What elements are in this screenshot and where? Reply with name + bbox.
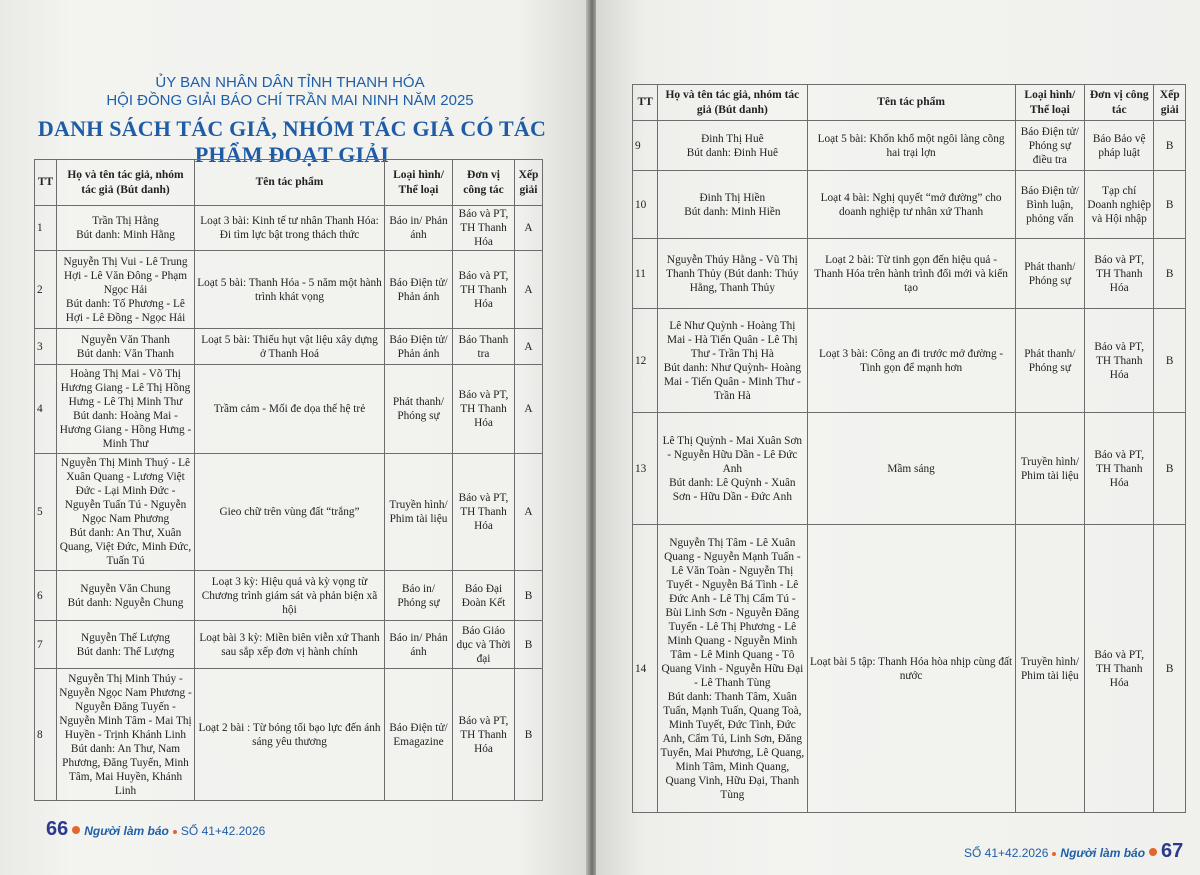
right-page xyxy=(596,0,1200,875)
left-page xyxy=(0,0,588,875)
table-row xyxy=(633,413,1186,525)
cell-unit: Báo Thanh tra xyxy=(453,329,515,365)
cell-work: Mầm sáng xyxy=(807,413,1015,525)
page-title: DANH SÁCH TÁC GIẢ, NHÓM TÁC GIẢ CÓ TÁC PHẨM ĐOẠT GIẢI xyxy=(37,116,547,167)
cell-tt: 7 xyxy=(35,621,57,669)
cell-unit: Báo và PT, TH Thanh Hóa xyxy=(1085,239,1154,309)
cell-work: Loạt 3 bài: Kinh tế tư nhân Thanh Hóa: Đi tìm lực bật trong thách thức xyxy=(195,206,385,251)
cell-rank: A xyxy=(515,251,543,329)
cell-unit: Báo và PT, TH Thanh Hóa xyxy=(453,206,515,251)
table-row xyxy=(35,621,543,669)
cell-unit: Báo Giáo dục và Thời đại xyxy=(453,621,515,669)
col-header-work: Tên tác phẩm xyxy=(195,160,385,206)
col-header-genre: Loại hình/ Thể loại xyxy=(1015,85,1084,121)
table-row xyxy=(633,525,1186,813)
cell-tt: 3 xyxy=(35,329,57,365)
cell-author: Nguyễn Văn Thanh Bút danh: Văn Thanh xyxy=(57,329,195,365)
col-header-genre: Loại hình/ Thể loại xyxy=(385,160,453,206)
col-header-rank: Xếp giải xyxy=(1154,85,1186,121)
cell-tt: 2 xyxy=(35,251,57,329)
awards-table-right xyxy=(632,84,1186,813)
col-header-tt: TT xyxy=(633,85,658,121)
left-footer xyxy=(46,818,265,841)
cell-genre: Báo in/ Phóng sự xyxy=(385,571,453,621)
cell-genre: Báo Điện tử/ Bình luận, phỏng vấn xyxy=(1015,171,1084,239)
cell-tt: 5 xyxy=(35,454,57,571)
cell-unit: Tạp chí Doanh nghiệp và Hội nhập xyxy=(1085,171,1154,239)
col-header-work: Tên tác phẩm xyxy=(807,85,1015,121)
cell-tt: 14 xyxy=(633,525,658,813)
cell-rank: B xyxy=(1154,239,1186,309)
cell-work: Loạt 3 kỳ: Hiệu quả và kỳ vọng từ Chương trình giám sát và phản biện xã hội xyxy=(195,571,385,621)
table-row xyxy=(35,251,543,329)
cell-author: Nguyễn Thị Minh Thúy - Nguyễn Ngọc Nam Phương - Nguyễn Đăng Tuyến - Nguyễn Minh Tâm - Mai Thị Huyền - Trịnh Khánh Linh Bút danh: An Thư, Nam Phương, Đăng Tuyến, Minh Tâm, Mai Huyền, Khánh Linh xyxy=(57,669,195,801)
col-header-author: Họ và tên tác giả, nhóm tác giả (Bút danh) xyxy=(57,160,195,206)
cell-author: Nguyễn Thúy Hằng - Vũ Thị Thanh Thủy (Bút danh: Thúy Hằng, Thanh Thủy xyxy=(658,239,807,309)
cell-work: Loạt bài 3 kỳ: Miền biên viễn xứ Thanh sau sắp xếp đơn vị hành chính xyxy=(195,621,385,669)
cell-work: Loạt 2 bài: Từ tinh gọn đến hiệu quả - Thanh Hóa trên hành trình đổi mới và kiến tạo xyxy=(807,239,1015,309)
table-row xyxy=(35,669,543,801)
table-row xyxy=(633,239,1186,309)
col-header-rank: Xếp giải xyxy=(515,160,543,206)
bullet-dot-icon xyxy=(1149,848,1157,856)
table-row xyxy=(633,121,1186,171)
col-header-tt: TT xyxy=(35,160,57,206)
cell-genre: Truyền hình/ Phim tài liệu xyxy=(385,454,453,571)
col-header-author: Họ và tên tác giả, nhóm tác giả (Bút danh) xyxy=(658,85,807,121)
bullet-dot-icon xyxy=(72,826,80,834)
page-number-left: 66 xyxy=(46,818,69,840)
cell-author: Nguyễn Thị Vui - Lê Trung Hợi - Lê Văn Đông - Phạm Ngọc Hải Bút danh: Tố Phương - Lê Hợi - Lê Đồng - Ngọc Hải xyxy=(57,251,195,329)
cell-tt: 6 xyxy=(35,571,57,621)
cell-rank: A xyxy=(515,454,543,571)
header-committee: ỦY BAN NHÂN DÂN TỈNH THANH HÓA xyxy=(155,74,425,91)
cell-tt: 8 xyxy=(35,669,57,801)
cell-author: Trần Thị Hằng Bút danh: Minh Hằng xyxy=(57,206,195,251)
cell-tt: 13 xyxy=(633,413,658,525)
cell-work: Loạt 5 bài: Thiếu hụt vật liệu xây dựng ở Thanh Hoá xyxy=(195,329,385,365)
cell-tt: 10 xyxy=(633,171,658,239)
table-row xyxy=(35,329,543,365)
cell-unit: Báo và PT, TH Thanh Hóa xyxy=(1085,309,1154,413)
cell-unit: Báo và PT, TH Thanh Hóa xyxy=(453,454,515,571)
footer-issue-left: SỐ 41+42.2026 xyxy=(180,824,266,838)
cell-rank: B xyxy=(1154,413,1186,525)
cell-author: Lê Thị Quỳnh - Mai Xuân Sơn - Nguyễn Hữu Dần - Lê Đức Anh Bút danh: Lê Quỳnh - Xuân Sơn - Hữu Dần - Đức Anh xyxy=(658,413,807,525)
cell-rank: B xyxy=(515,621,543,669)
cell-work: Loạt 5 bài: Thanh Hóa - 5 năm một hành trình khát vọng xyxy=(195,251,385,329)
cell-work: Loạt 2 bài : Từ bóng tối bạo lực đến ánh sáng yêu thương xyxy=(195,669,385,801)
cell-tt: 9 xyxy=(633,121,658,171)
cell-work: Loạt 3 bài: Công an đi trước mở đường - Tinh gọn để mạnh hơn xyxy=(807,309,1015,413)
cell-genre: Báo in/ Phản ánh xyxy=(385,206,453,251)
table-row xyxy=(35,454,543,571)
cell-rank: A xyxy=(515,206,543,251)
cell-author: Lê Như Quỳnh - Hoàng Thị Mai - Hà Tiến Quân - Lê Thị Thư - Trần Thị Hà Bút danh: Như Quỳnh- Hoàng Mai - Tiến Quân - Minh Thư - Trần Hà xyxy=(658,309,807,413)
cell-rank: A xyxy=(515,365,543,454)
col-header-unit: Đơn vị công tác xyxy=(1085,85,1154,121)
awards-table-left xyxy=(34,159,543,801)
cell-genre: Truyền hình/ Phim tài liệu xyxy=(1015,525,1084,813)
cell-rank: A xyxy=(515,329,543,365)
cell-genre: Phát thanh/ Phóng sự xyxy=(1015,239,1084,309)
cell-author: Nguyễn Văn Chung Bút danh: Nguyễn Chung xyxy=(57,571,195,621)
cell-author: Đinh Thị Huê Bút danh: Đinh Huê xyxy=(658,121,807,171)
footer-brand-right: Người làm báo xyxy=(1060,846,1146,860)
cell-unit: Báo và PT, TH Thanh Hóa xyxy=(453,669,515,801)
cell-genre: Phát thanh/ Phóng sự xyxy=(1015,309,1084,413)
table-row xyxy=(633,171,1186,239)
cell-unit: Báo Bảo vệ pháp luật xyxy=(1085,121,1154,171)
cell-tt: 1 xyxy=(35,206,57,251)
cell-genre: Phát thanh/ Phóng sự xyxy=(385,365,453,454)
cell-unit: Báo và PT, TH Thanh Hóa xyxy=(1085,413,1154,525)
col-header-unit: Đơn vị công tác xyxy=(453,160,515,206)
cell-author: Nguyễn Thế Lượng Bút danh: Thế Lượng xyxy=(57,621,195,669)
cell-genre: Báo Điện tử/ Emagazine xyxy=(385,669,453,801)
table-row xyxy=(35,206,543,251)
cell-author: Hoàng Thị Mai - Võ Thị Hương Giang - Lê Thị Hồng Hưng - Lê Thị Minh Thư Bút danh: Hoàng Mai - Hương Giang - Hồng Hưng - Minh Thư xyxy=(57,365,195,454)
cell-genre: Báo Điện tử/ Phản ánh xyxy=(385,329,453,365)
right-footer xyxy=(964,840,1183,863)
cell-author: Nguyễn Thị Minh Thuý - Lê Xuân Quang - Lương Việt Đức - Lại Minh Đức - Nguyễn Tuấn Tú - Nguyễn Ngọc Nam Phương Bút danh: An Thư, Xuân Quang, Việt Đức, Minh Đức, Tuấn Tú xyxy=(57,454,195,571)
cell-author: Đinh Thị Hiền Bút danh: Minh Hiền xyxy=(658,171,807,239)
cell-unit: Báo và PT, TH Thanh Hóa xyxy=(453,365,515,454)
cell-unit: Báo Đại Đoàn Kết xyxy=(453,571,515,621)
cell-unit: Báo và PT, TH Thanh Hóa xyxy=(453,251,515,329)
cell-work: Trầm cảm - Mối đe dọa thế hệ trẻ xyxy=(195,365,385,454)
cell-work: Loạt 4 bài: Nghị quyết “mở đường” cho doanh nghiệp tư nhân xứ Thanh xyxy=(807,171,1015,239)
cell-work: Gieo chữ trên vùng đất “trắng” xyxy=(195,454,385,571)
footer-issue-right: SỐ 41+42.2026 xyxy=(964,846,1049,860)
cell-rank: B xyxy=(1154,171,1186,239)
cell-genre: Báo Điện tử/ Phản ánh xyxy=(385,251,453,329)
cell-rank: B xyxy=(1154,309,1186,413)
cell-work: Loạt bài 5 tập: Thanh Hóa hòa nhịp cùng đất nước xyxy=(807,525,1015,813)
cell-rank: B xyxy=(1154,525,1186,813)
separator-dot-icon xyxy=(173,830,177,834)
cell-rank: B xyxy=(515,571,543,621)
page-number-right: 67 xyxy=(1161,840,1184,862)
cell-work: Loạt 5 bài: Khốn khổ một ngôi làng cõng hai trại lợn xyxy=(807,121,1015,171)
cell-tt: 11 xyxy=(633,239,658,309)
table-row xyxy=(35,365,543,454)
footer-brand-left: Người làm báo xyxy=(84,824,169,838)
separator-dot-icon xyxy=(1052,852,1056,856)
header-council: HỘI ĐỒNG GIẢI BÁO CHÍ TRẦN MAI NINH NĂM 2025 xyxy=(106,92,474,109)
cell-rank: B xyxy=(515,669,543,801)
cell-rank: B xyxy=(1154,121,1186,171)
cell-tt: 4 xyxy=(35,365,57,454)
cell-genre: Báo in/ Phản ánh xyxy=(385,621,453,669)
cell-author: Nguyễn Thị Tâm - Lê Xuân Quang - Nguyễn Mạnh Tuấn - Lê Văn Toàn - Nguyễn Thị Tuyết - Nguyễn Bá Tình - Lê Đức Anh - Lê Thị Cẩm Tú - Bùi Linh Sơn - Nguyễn Đăng Tuyến - Lê Thị Phương - Lê Minh Quang - Nguyễn Minh Tâm - Lê Minh Quang - Tô Quang Vinh - Nguyễn Hữu Đại - Lê Thanh Tùng Bút danh: Thanh Tâm, Xuân Tuấn, Mạnh Tuấn, Quang Toà, Minh Tuyết, Đức Tình, Đức Anh, Cẩm Tú, Linh Sơn, Đăng Tuyển, Mai Phương, Lê Quang, Minh Tâm, Minh Quang, Quang Vinh, Hữu Đại, Thanh Tùng xyxy=(658,525,807,813)
table-row xyxy=(35,571,543,621)
cell-tt: 12 xyxy=(633,309,658,413)
cell-unit: Báo và PT, TH Thanh Hóa xyxy=(1085,525,1154,813)
table-row xyxy=(633,309,1186,413)
cell-genre: Báo Điện tử/ Phóng sự điều tra xyxy=(1015,121,1084,171)
cell-genre: Truyền hình/ Phim tài liệu xyxy=(1015,413,1084,525)
